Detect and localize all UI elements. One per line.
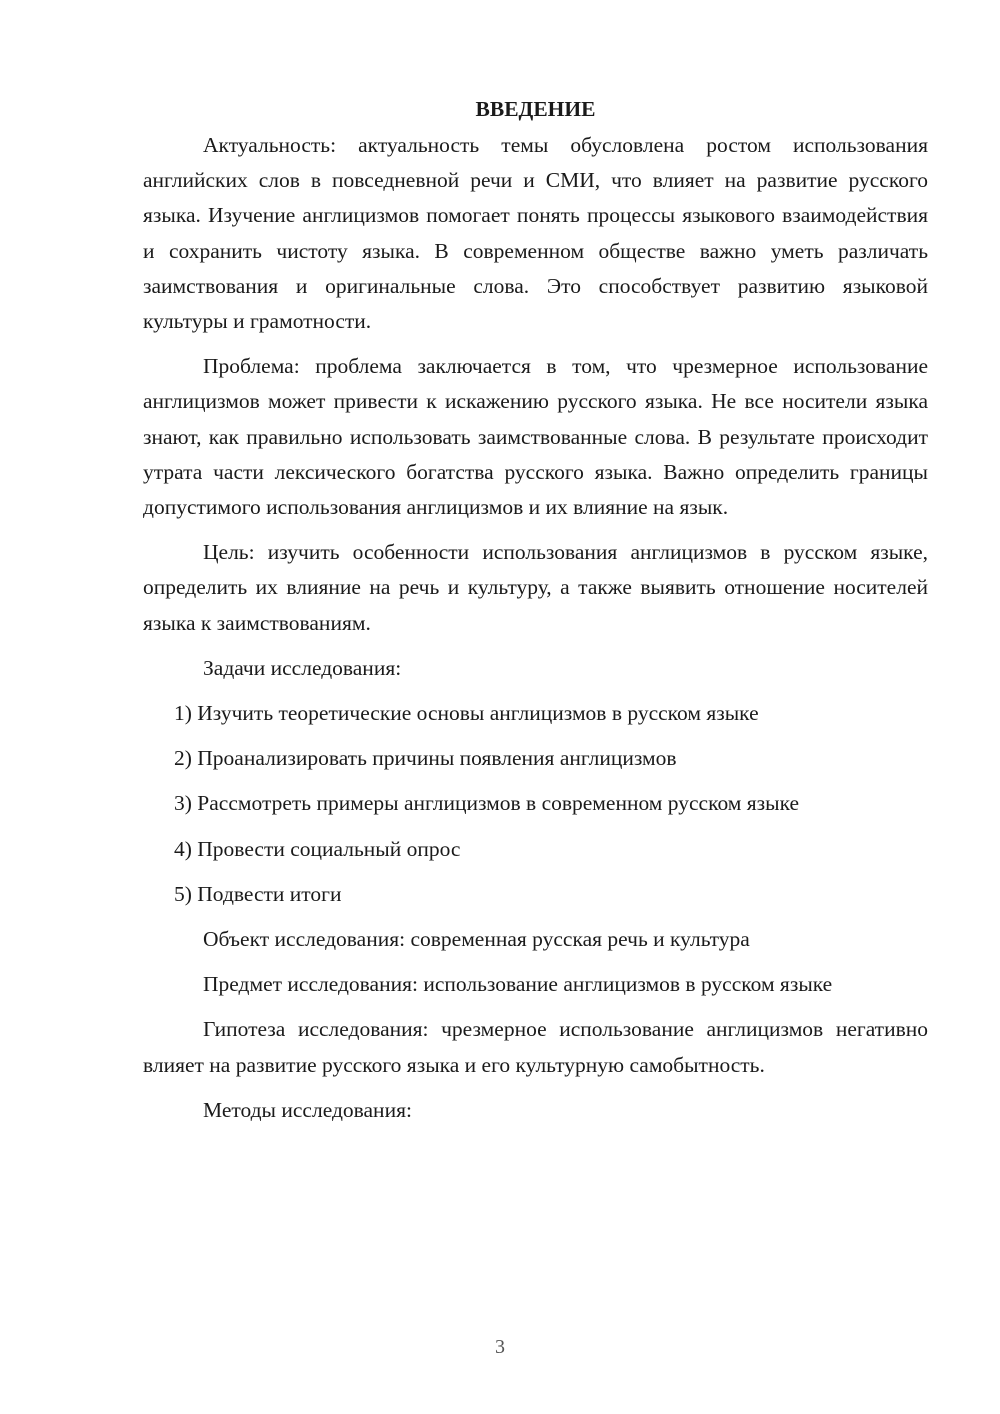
page-number: 3 <box>495 1336 505 1358</box>
hypothesis-paragraph: Гипотеза исследования: чрезмерное использование англицизмов негативно влияет на развитие русского языка и его культурную самобытность. <box>143 1017 928 1077</box>
list-item: 2) Проанализировать причины появления англицизмов <box>174 746 677 771</box>
list-item: 3) Рассмотреть примеры англицизмов в современном русском языке <box>174 791 800 816</box>
tasks-list <box>143 696 928 912</box>
problem-paragraph: Проблема: проблема заключается в том, что чрезмерное использование англицизмов может привести к искажению русского языка. Не все носители языка знают, как правильно использовать заимствованные слова. В результате происходит утрата части лексического богатства русского языка. Важно определить границы допустимого использования англицизмов и их влияние на язык. <box>143 354 928 520</box>
object-paragraph: Объект исследования: современная русская речь и культура <box>203 927 750 952</box>
document-page <box>143 92 928 1138</box>
section-title: ВВЕДЕНИЕ <box>475 97 596 121</box>
subject-paragraph: Предмет исследования: использование англицизмов в русском языке <box>203 972 833 997</box>
tasks-heading: Задачи исследования: <box>203 655 402 680</box>
relevance-paragraph: Актуальность: актуальность темы обусловлена ростом использования английских слов в повседневной речи и СМИ, что влияет на развитие русского языка. Изучение англицизмов помогает понять процессы языкового взаимодействия и сохранить чистоту языка. В современном обществе важно уметь различать заимствования и оригинальные слова. Это способствует развитию языковой культуры и грамотности. <box>143 133 928 334</box>
list-item: 4) Провести социальный опрос <box>174 836 461 861</box>
list-item: 5) Подвести итоги <box>174 881 342 906</box>
list-item: 1) Изучить теоретические основы англицизмов в русском языке <box>174 701 759 726</box>
methods-heading: Методы исследования: <box>203 1097 412 1122</box>
goal-paragraph: Цель: изучить особенности использования англицизмов в русском языке, определить их влияние на речь и культуру, а также выявить отношение носителей языка к заимствованиям. <box>143 540 928 635</box>
